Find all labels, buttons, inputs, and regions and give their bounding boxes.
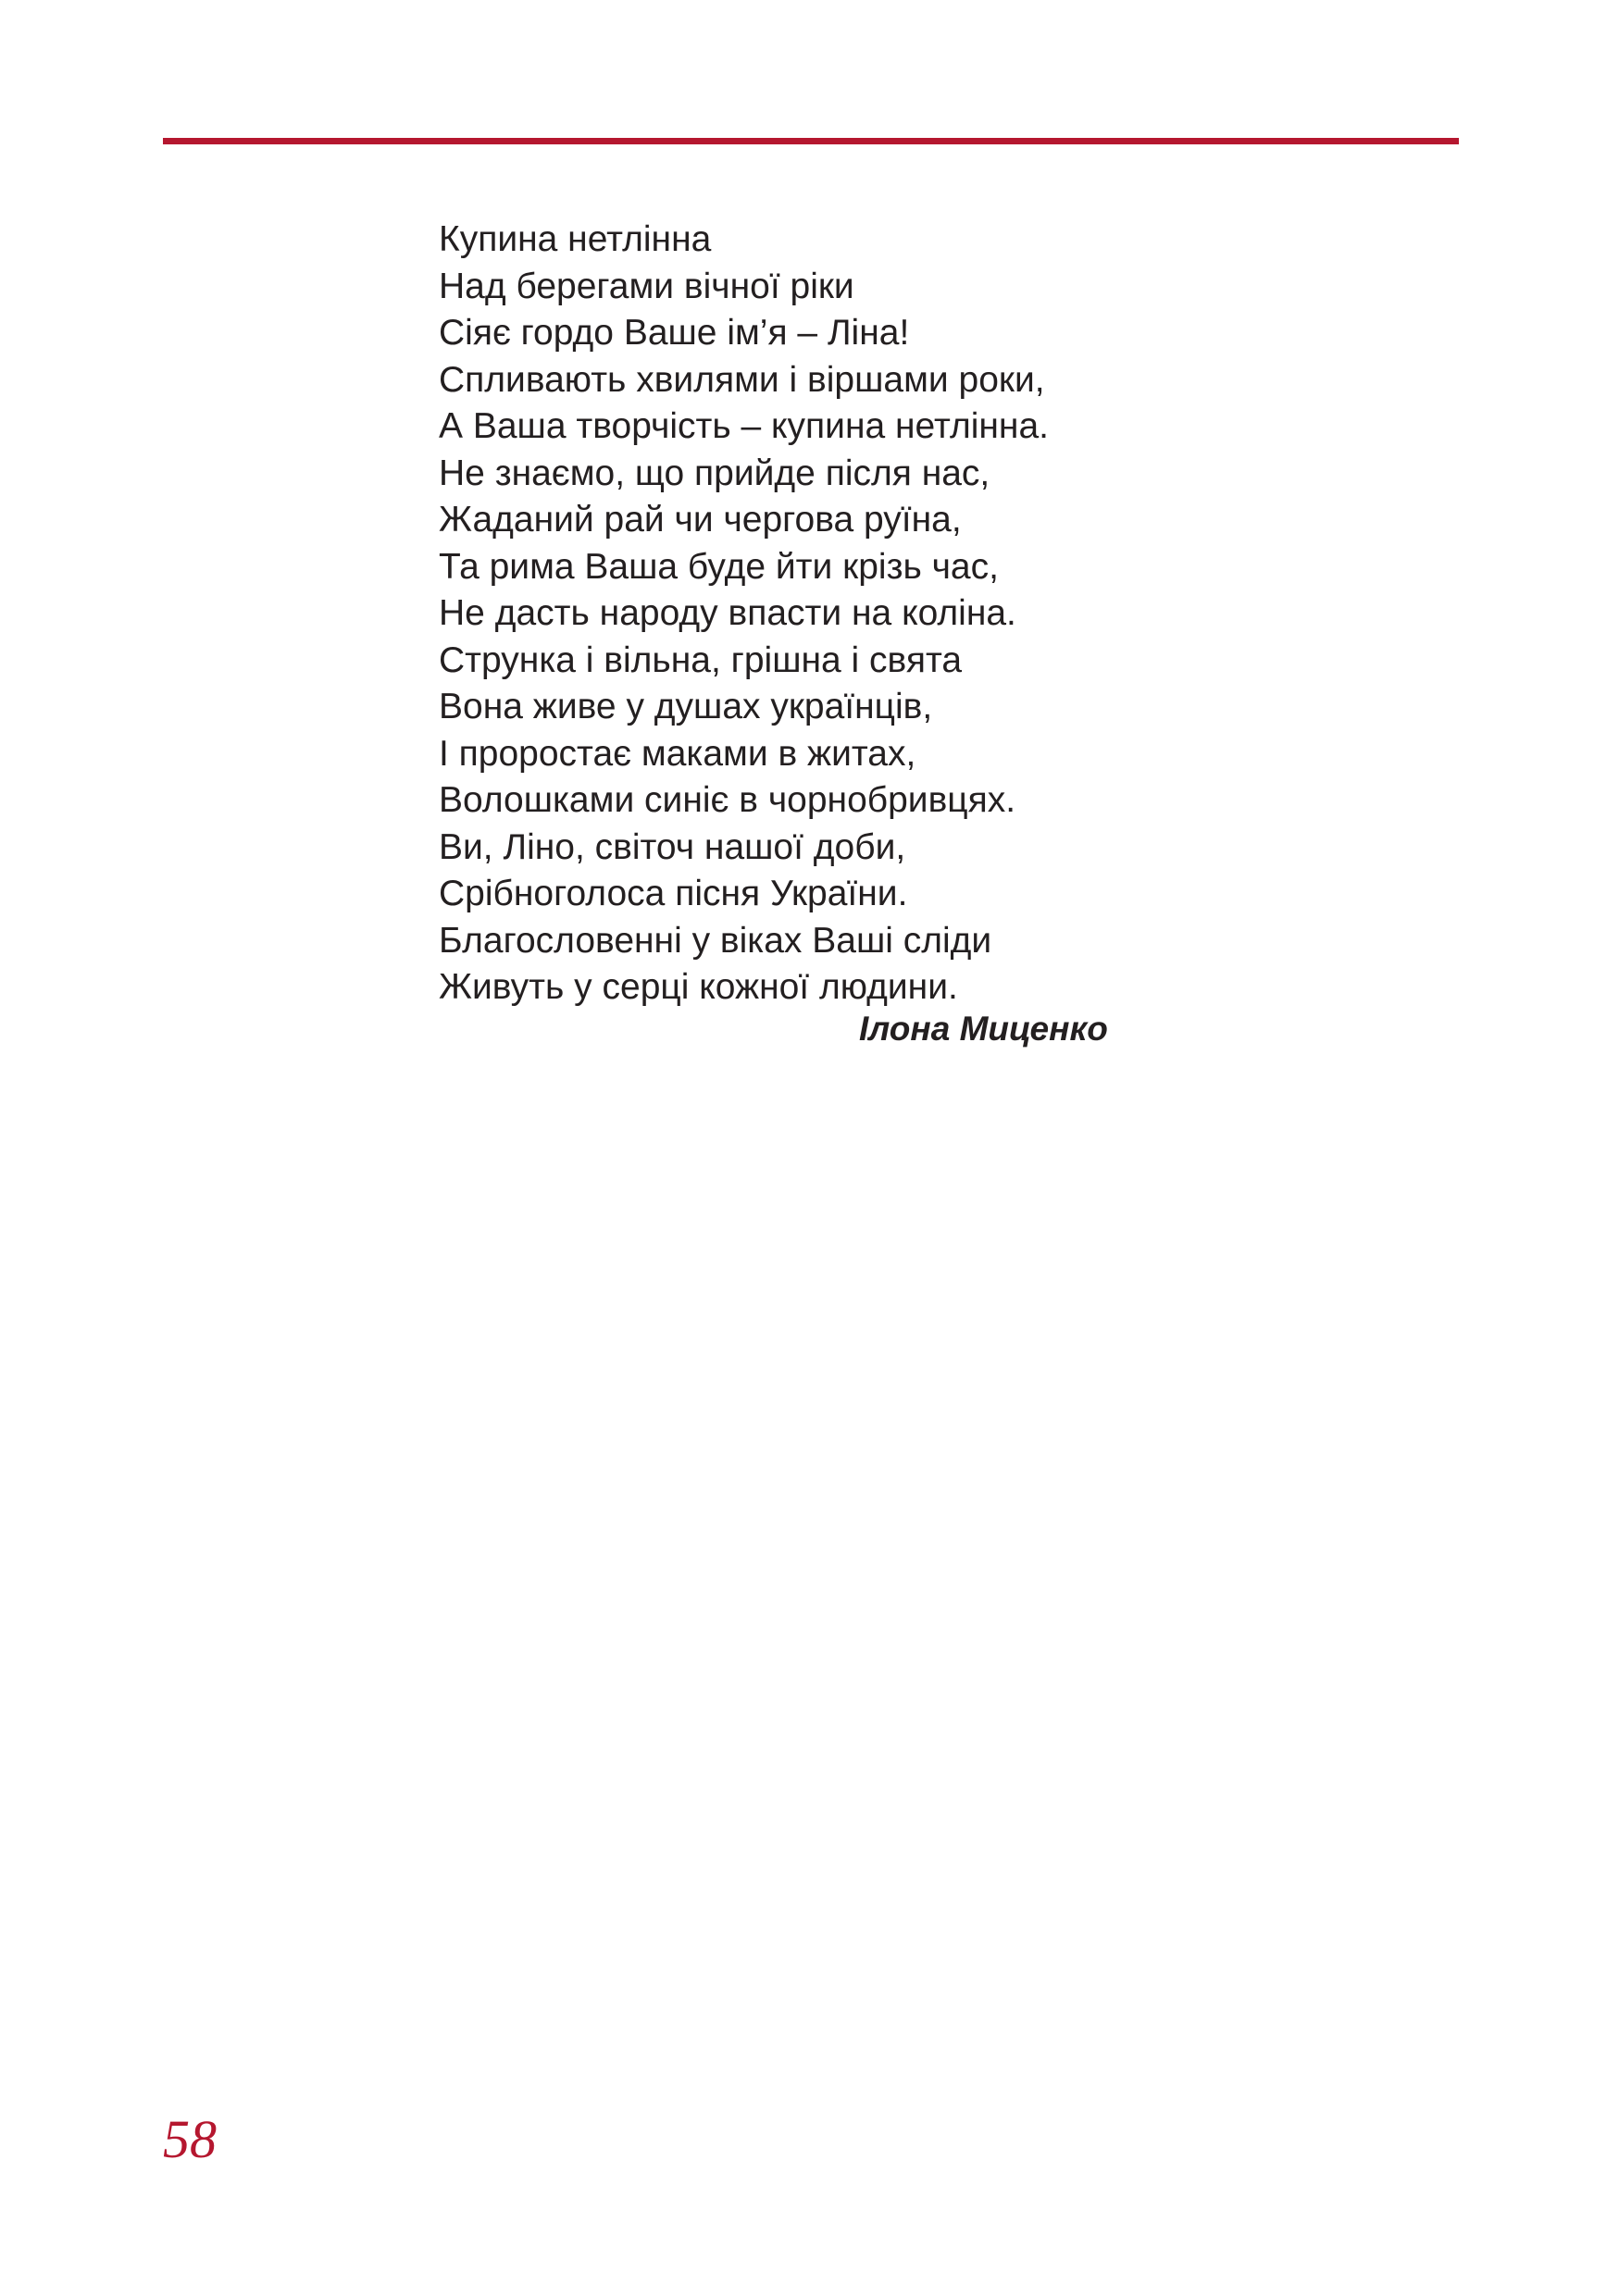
poem-line: Сіяє гордо Ваше ім’я – Ліна!: [439, 313, 910, 353]
poem-line: Не знаємо, що прийде після нас,: [439, 453, 990, 493]
page-number: 58: [163, 2109, 217, 2169]
poem-line: Благословенні у віках Ваші сліди: [439, 920, 992, 961]
poem-line: Жаданий рай чи чергова руїна,: [439, 500, 962, 540]
poem-line: І проростає маками в житах,: [439, 733, 916, 774]
poem-line: А Ваша творчість – купина нетлінна.: [439, 406, 1049, 446]
poem-line: Ви, Ліно, світоч нашої доби,: [439, 826, 906, 867]
poem-line: Спливають хвилями і віршами роки,: [439, 359, 1045, 400]
poem-line: Вона живе у душах українців,: [439, 687, 933, 726]
poem-author: Ілона Миценко: [859, 1010, 1108, 1048]
poem-line: Волошками синіє в чорнобривцях.: [439, 780, 1016, 820]
poem-line: Живуть у серці кожної людини.: [439, 967, 958, 1007]
poem-line: Та рима Ваша буде йти крізь час,: [439, 546, 999, 587]
poem-line: Над берегами вічної ріки: [439, 266, 854, 306]
poem-title: Купина нетлінна: [439, 219, 712, 259]
poem-line: Не дасть народу впасти на коліна.: [439, 593, 1016, 633]
poem: [439, 217, 1049, 1011]
poem-line: Струнка і вільна, грішна і свята: [439, 639, 963, 680]
header-rule: [163, 138, 1459, 144]
poem-line: Срібноголоса пісня України.: [439, 874, 908, 913]
